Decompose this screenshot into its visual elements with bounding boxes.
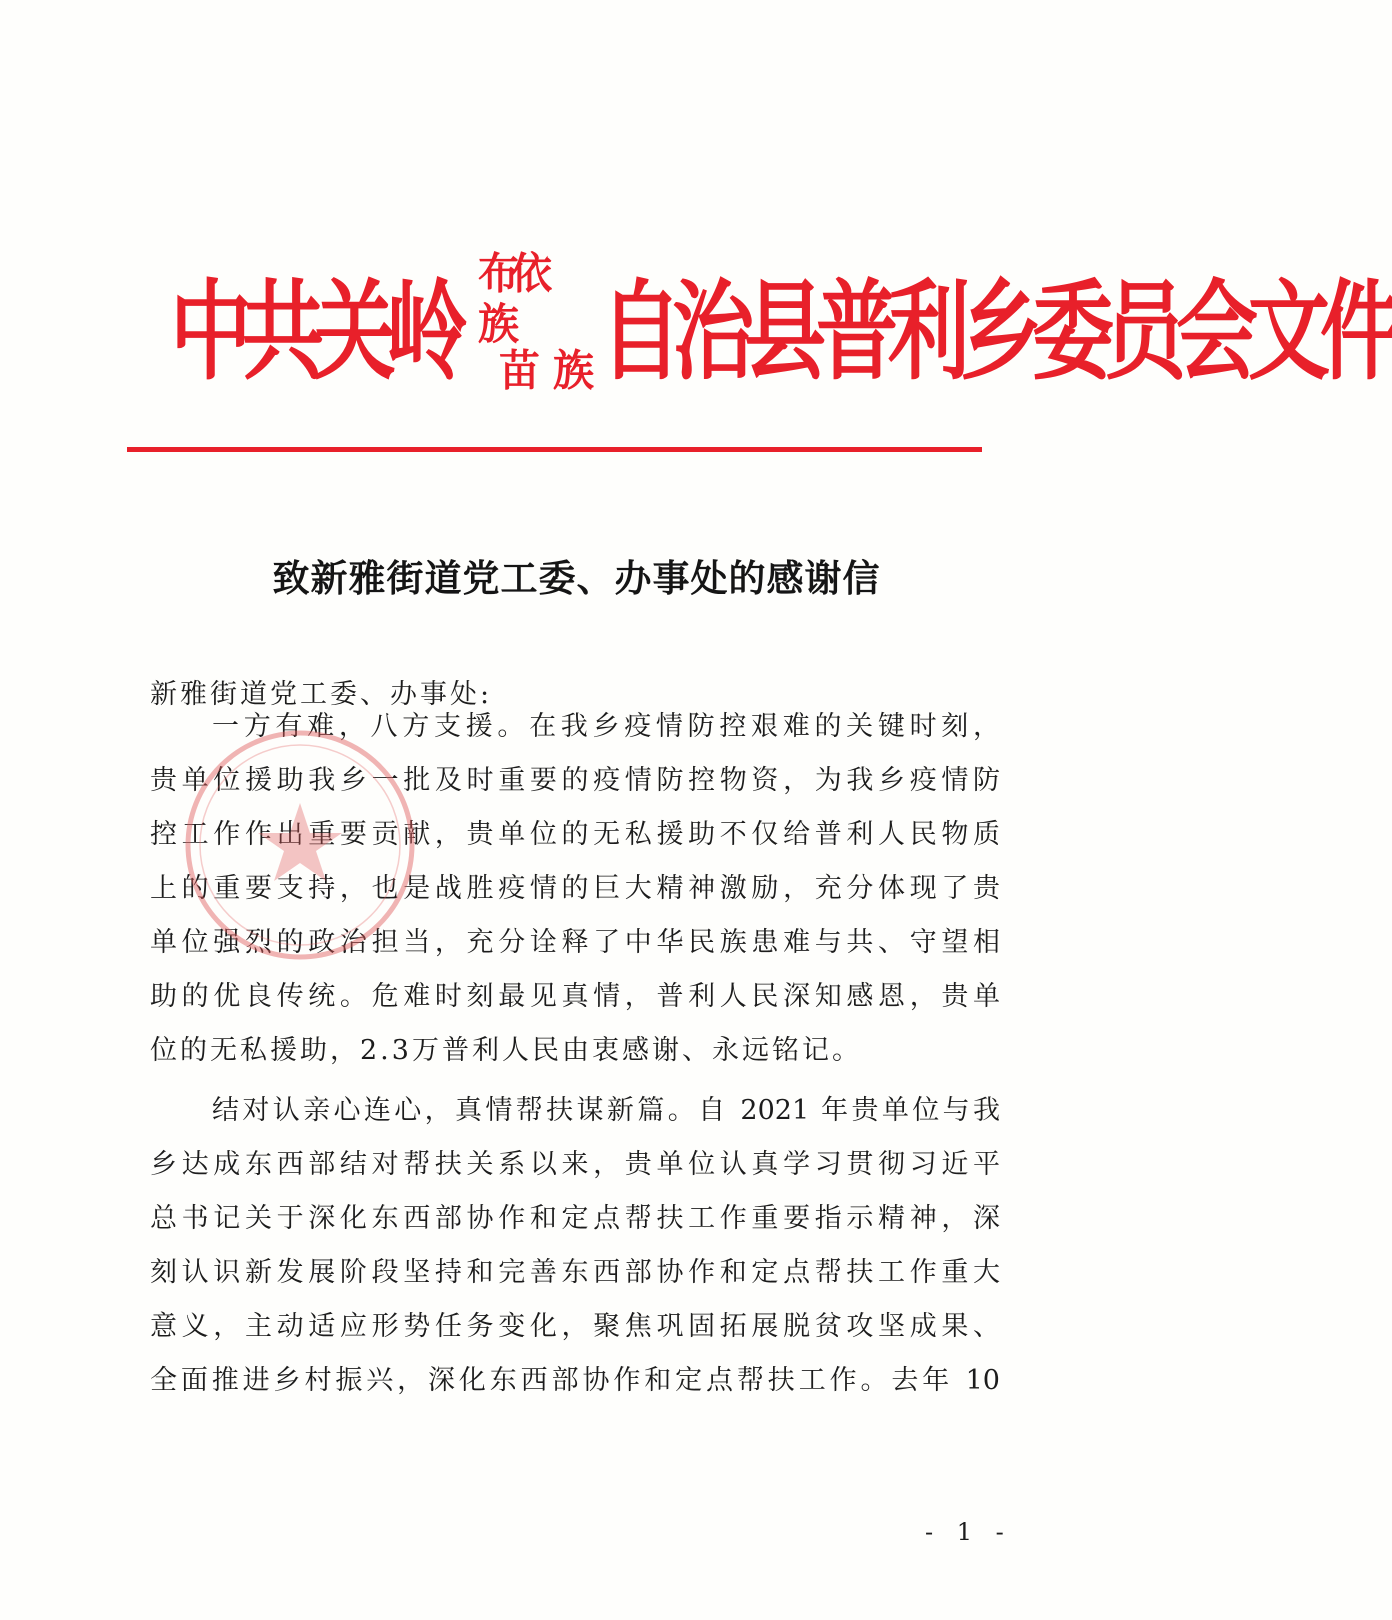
body-line: 单位强烈的政治担当，充分诠释了中华民族患难与共、守望相 [150,927,1000,958]
header-stacked-text [478,248,587,397]
body-line: 控工作作出重要贡献，贵单位的无私援助不仅给普利人民物质 [150,819,1000,850]
body-line: 乡达成东西部结对帮扶关系以来，贵单位认真学习贯彻习近平 [150,1149,1000,1180]
body-line: 助的优良传统。危难时刻最见真情，普利人民深知感恩，贵单 [150,981,1000,1012]
body-line: 全面推进乡村振兴，深化东西部协作和定点帮扶工作。去年 10 [150,1365,1000,1396]
page-number: - 1 - [925,1518,1012,1546]
body-line: 意义，主动适应形势任务变化，聚焦巩固拓展脱贫攻坚成果、 [150,1311,1000,1342]
salutation: 新雅街道党工委、办事处: [150,679,493,710]
body-line: 总书记关于深化东西部协作和定点帮扶工作重要指示精神，深 [150,1203,1000,1234]
body-line: 位的无私援助，2.3万普利人民由衷感谢、永远铭记。 [150,1035,862,1066]
header-part1: 中共关岭 [170,269,459,395]
body-line: 贵单位援助我乡一批及时重要的疫情防控物资，为我乡疫情防 [150,765,1000,796]
body-line: 一方有难，八方支援。在我乡疫情防控艰难的关键时刻， [212,711,1000,742]
header-divider [127,447,982,452]
header-stack-row2-b: 族 [553,345,587,397]
header-stack-row1-a: 布依族 [478,248,545,350]
body-line: 结对认亲心连心，真情帮扶谋新篇。自 2021 年贵单位与我 [212,1095,1000,1126]
body-line: 上的重要支持，也是战胜疫情的巨大精神激励，充分体现了贵 [150,873,1000,904]
letter-title: 致新雅街道党工委、办事处的感谢信 [272,556,881,600]
header-stack-row2-a: 苗 [499,345,533,397]
red-header [170,248,1392,397]
body-line: 刻认识新发展阶段坚持和完善东西部协作和定点帮扶工作重大 [150,1257,1000,1288]
header-part2: 自治县普利乡委员会文件 [600,269,1392,395]
